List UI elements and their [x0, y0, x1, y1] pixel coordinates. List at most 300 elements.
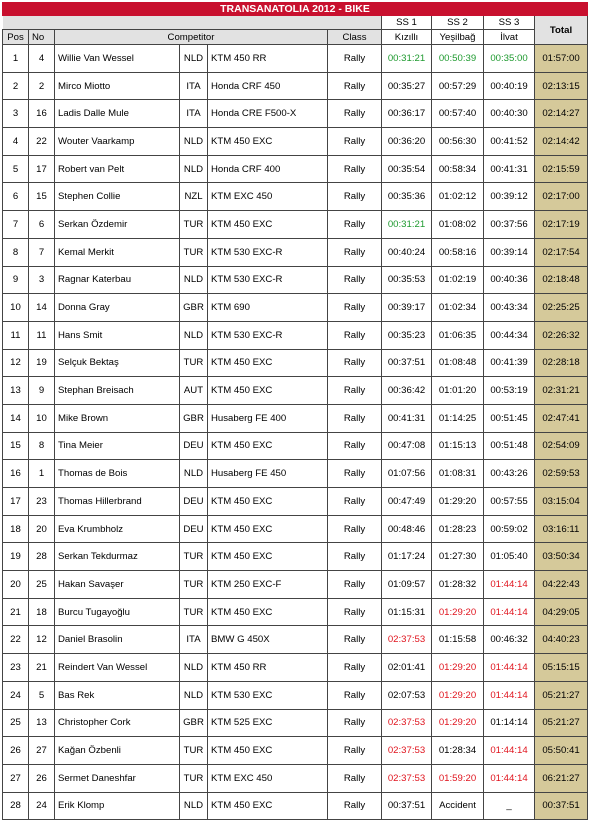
cell-bike: KTM 450 EXC: [208, 128, 328, 156]
cell-nationality: NLD: [180, 155, 208, 183]
cell-class: Rally: [328, 72, 382, 100]
cell-pos: 19: [3, 543, 29, 571]
table-row: [3, 543, 588, 571]
cell-no: 17: [29, 155, 55, 183]
results-table: [2, 2, 588, 820]
cell-pos: 18: [3, 515, 29, 543]
table-row: [3, 155, 588, 183]
table-row: [3, 571, 588, 599]
cell-pos: 13: [3, 377, 29, 405]
cell-bike: KTM EXC 450: [208, 764, 328, 792]
cell-total-time: 06:21:27: [535, 764, 588, 792]
cell-pos: 7: [3, 211, 29, 239]
cell-no: 18: [29, 598, 55, 626]
cell-ss1-time: 00:37:51: [382, 792, 432, 820]
cell-class: Rally: [328, 764, 382, 792]
cell-ss2-time: 01:29:20: [432, 488, 484, 516]
cell-class: Rally: [328, 266, 382, 294]
cell-class: Rally: [328, 432, 382, 460]
cell-ss3-time: 00:41:52: [484, 128, 535, 156]
table-row: [3, 238, 588, 266]
cell-nationality: NLD: [180, 654, 208, 682]
cell-no: 8: [29, 432, 55, 460]
cell-ss2-time: 00:57:40: [432, 100, 484, 128]
cell-class: Rally: [328, 654, 382, 682]
cell-class: Rally: [328, 404, 382, 432]
cell-nationality: ITA: [180, 626, 208, 654]
cell-nationality: TUR: [180, 349, 208, 377]
cell-total-time: 02:59:53: [535, 460, 588, 488]
table-row: [3, 792, 588, 820]
table-row: [3, 488, 588, 516]
cell-competitor-name: Tina Meier: [55, 432, 180, 460]
cell-ss1-time: 00:31:21: [382, 45, 432, 73]
cell-total-time: 03:50:34: [535, 543, 588, 571]
cell-no: 13: [29, 709, 55, 737]
cell-ss3-time: 01:44:14: [484, 681, 535, 709]
table-row: [3, 515, 588, 543]
cell-nationality: TUR: [180, 211, 208, 239]
cell-bike: KTM 450 EXC: [208, 349, 328, 377]
cell-competitor-name: Kağan Özbenli: [55, 737, 180, 765]
cell-total-time: 02:54:09: [535, 432, 588, 460]
cell-class: Rally: [328, 155, 382, 183]
cell-pos: 26: [3, 737, 29, 765]
cell-nationality: AUT: [180, 377, 208, 405]
header-row-top: [3, 16, 588, 30]
table-row: [3, 404, 588, 432]
cell-ss1-time: 02:37:53: [382, 626, 432, 654]
cell-pos: 9: [3, 266, 29, 294]
cell-no: 20: [29, 515, 55, 543]
cell-ss2-time: 01:28:34: [432, 737, 484, 765]
cell-ss1-time: 00:41:31: [382, 404, 432, 432]
cell-no: 15: [29, 183, 55, 211]
cell-ss1-time: 00:35:27: [382, 72, 432, 100]
cell-nationality: DEU: [180, 515, 208, 543]
cell-ss2-time: 01:08:31: [432, 460, 484, 488]
cell-ss3-time: 01:44:14: [484, 598, 535, 626]
cell-pos: 17: [3, 488, 29, 516]
cell-pos: 16: [3, 460, 29, 488]
header-total: Total: [535, 16, 588, 45]
cell-no: 4: [29, 45, 55, 73]
cell-bike: KTM 450 EXC: [208, 432, 328, 460]
cell-competitor-name: Ragnar Katerbau: [55, 266, 180, 294]
header-ss3-top: SS 3: [484, 16, 535, 30]
cell-no: 1: [29, 460, 55, 488]
cell-ss3-time: 01:44:14: [484, 764, 535, 792]
cell-pos: 2: [3, 72, 29, 100]
cell-ss2-time: 01:27:30: [432, 543, 484, 571]
header-competitor: Competitor: [55, 30, 328, 45]
cell-nationality: NLD: [180, 45, 208, 73]
cell-ss1-time: 00:40:24: [382, 238, 432, 266]
table-row: [3, 737, 588, 765]
cell-no: 23: [29, 488, 55, 516]
cell-bike: Honda CRE F500-X: [208, 100, 328, 128]
cell-ss1-time: 02:01:41: [382, 654, 432, 682]
cell-competitor-name: Mirco Miotto: [55, 72, 180, 100]
cell-bike: KTM 530 EXC: [208, 681, 328, 709]
cell-total-time: 05:21:27: [535, 681, 588, 709]
cell-nationality: NLD: [180, 266, 208, 294]
cell-total-time: 01:57:00: [535, 45, 588, 73]
cell-total-time: 02:15:59: [535, 155, 588, 183]
cell-class: Rally: [328, 349, 382, 377]
cell-total-time: 04:40:23: [535, 626, 588, 654]
cell-nationality: GBR: [180, 294, 208, 322]
cell-class: Rally: [328, 377, 382, 405]
cell-pos: 5: [3, 155, 29, 183]
cell-total-time: 02:31:21: [535, 377, 588, 405]
cell-total-time: 02:28:18: [535, 349, 588, 377]
cell-ss3-time: 00:39:14: [484, 238, 535, 266]
cell-nationality: GBR: [180, 404, 208, 432]
cell-total-time: 05:50:41: [535, 737, 588, 765]
cell-competitor-name: Hakan Savaşer: [55, 571, 180, 599]
cell-competitor-name: Kemal Merkit: [55, 238, 180, 266]
cell-ss1-time: 01:07:56: [382, 460, 432, 488]
cell-ss1-time: 00:37:51: [382, 349, 432, 377]
cell-competitor-name: Selçuk Bektaş: [55, 349, 180, 377]
cell-nationality: ITA: [180, 72, 208, 100]
cell-class: Rally: [328, 626, 382, 654]
table-row: [3, 211, 588, 239]
header-blank-competitor: [55, 16, 328, 30]
cell-pos: 3: [3, 100, 29, 128]
cell-ss2-time: 01:59:20: [432, 764, 484, 792]
cell-total-time: 04:29:05: [535, 598, 588, 626]
cell-competitor-name: Mike Brown: [55, 404, 180, 432]
cell-ss3-time: 00:40:19: [484, 72, 535, 100]
cell-ss3-time: 00:43:34: [484, 294, 535, 322]
cell-bike: Husaberg FE 450: [208, 460, 328, 488]
cell-ss1-time: 02:37:53: [382, 764, 432, 792]
cell-bike: KTM 450 EXC: [208, 543, 328, 571]
cell-competitor-name: Robert van Pelt: [55, 155, 180, 183]
cell-competitor-name: Donna Gray: [55, 294, 180, 322]
table-row: [3, 681, 588, 709]
cell-nationality: TUR: [180, 571, 208, 599]
cell-ss1-time: 00:35:23: [382, 321, 432, 349]
table-row: [3, 266, 588, 294]
cell-total-time: 02:26:32: [535, 321, 588, 349]
cell-competitor-name: Reindert Van Wessel: [55, 654, 180, 682]
cell-ss2-time: 01:15:58: [432, 626, 484, 654]
cell-ss3-time: 00:37:56: [484, 211, 535, 239]
cell-bike: Husaberg FE 400: [208, 404, 328, 432]
cell-bike: KTM 450 EXC: [208, 515, 328, 543]
cell-pos: 4: [3, 128, 29, 156]
cell-nationality: TUR: [180, 737, 208, 765]
cell-pos: 12: [3, 349, 29, 377]
cell-pos: 22: [3, 626, 29, 654]
cell-pos: 8: [3, 238, 29, 266]
cell-ss3-time: 00:40:36: [484, 266, 535, 294]
cell-competitor-name: Christopher Cork: [55, 709, 180, 737]
cell-ss3-time: 01:44:14: [484, 737, 535, 765]
cell-no: 7: [29, 238, 55, 266]
cell-total-time: 02:47:41: [535, 404, 588, 432]
cell-ss1-time: 00:47:49: [382, 488, 432, 516]
cell-class: Rally: [328, 100, 382, 128]
cell-competitor-name: Ladis Dalle Mule: [55, 100, 180, 128]
cell-ss2-time: 00:56:30: [432, 128, 484, 156]
cell-ss2-time: 01:28:32: [432, 571, 484, 599]
cell-nationality: DEU: [180, 432, 208, 460]
table-row: [3, 72, 588, 100]
cell-nationality: TUR: [180, 543, 208, 571]
cell-ss3-time: 00:46:32: [484, 626, 535, 654]
cell-nationality: NZL: [180, 183, 208, 211]
cell-ss2-time: Accident: [432, 792, 484, 820]
cell-competitor-name: Erik Klomp: [55, 792, 180, 820]
cell-ss3-time: 00:41:31: [484, 155, 535, 183]
table-row: [3, 128, 588, 156]
cell-ss1-time: 00:35:54: [382, 155, 432, 183]
cell-ss3-time: 00:40:30: [484, 100, 535, 128]
cell-competitor-name: Eva Krumbholz: [55, 515, 180, 543]
cell-total-time: 05:21:27: [535, 709, 588, 737]
cell-ss2-time: 01:02:19: [432, 266, 484, 294]
cell-no: 3: [29, 266, 55, 294]
header-ss1-top: SS 1: [382, 16, 432, 30]
cell-no: 21: [29, 654, 55, 682]
cell-ss1-time: 01:09:57: [382, 571, 432, 599]
cell-class: Rally: [328, 45, 382, 73]
cell-no: 6: [29, 211, 55, 239]
cell-ss1-time: 00:47:08: [382, 432, 432, 460]
cell-ss3-time: 01:44:14: [484, 571, 535, 599]
header-blank-pos: [3, 16, 29, 30]
cell-ss1-time: 02:37:53: [382, 709, 432, 737]
cell-class: Rally: [328, 681, 382, 709]
table-row: [3, 460, 588, 488]
cell-ss3-time: 00:44:34: [484, 321, 535, 349]
cell-ss1-time: 00:48:46: [382, 515, 432, 543]
cell-competitor-name: Thomas de Bois: [55, 460, 180, 488]
cell-class: Rally: [328, 321, 382, 349]
cell-class: Rally: [328, 598, 382, 626]
cell-class: Rally: [328, 183, 382, 211]
cell-ss2-time: 01:28:23: [432, 515, 484, 543]
cell-no: 16: [29, 100, 55, 128]
cell-total-time: 03:15:04: [535, 488, 588, 516]
table-row: [3, 294, 588, 322]
cell-bike: KTM 450 EXC: [208, 377, 328, 405]
table-row: [3, 654, 588, 682]
cell-ss1-time: 02:37:53: [382, 737, 432, 765]
cell-ss2-time: 01:02:12: [432, 183, 484, 211]
cell-ss2-time: 00:57:29: [432, 72, 484, 100]
cell-competitor-name: Sermet Daneshfar: [55, 764, 180, 792]
cell-nationality: NLD: [180, 792, 208, 820]
cell-competitor-name: Burcu Tugayoğlu: [55, 598, 180, 626]
cell-class: Rally: [328, 515, 382, 543]
cell-class: Rally: [328, 460, 382, 488]
cell-ss3-time: 00:51:48: [484, 432, 535, 460]
cell-nationality: NLD: [180, 128, 208, 156]
cell-no: 24: [29, 792, 55, 820]
table-row: [3, 598, 588, 626]
table-row: [3, 432, 588, 460]
cell-pos: 24: [3, 681, 29, 709]
cell-no: 22: [29, 128, 55, 156]
cell-pos: 23: [3, 654, 29, 682]
cell-total-time: 02:14:27: [535, 100, 588, 128]
cell-competitor-name: Serkan Özdemir: [55, 211, 180, 239]
cell-no: 25: [29, 571, 55, 599]
cell-competitor-name: Thomas Hillerbrand: [55, 488, 180, 516]
cell-ss2-time: 01:29:20: [432, 654, 484, 682]
cell-ss3-time: 01:44:14: [484, 654, 535, 682]
cell-total-time: 04:22:43: [535, 571, 588, 599]
cell-ss2-time: 01:29:20: [432, 598, 484, 626]
header-ss3-bottom: İlvat: [484, 30, 535, 45]
cell-total-time: 05:15:15: [535, 654, 588, 682]
cell-competitor-name: Stephen Collie: [55, 183, 180, 211]
cell-ss2-time: 01:08:02: [432, 211, 484, 239]
cell-ss1-time: 00:36:17: [382, 100, 432, 128]
cell-ss3-time: 00:59:02: [484, 515, 535, 543]
cell-competitor-name: Hans Smit: [55, 321, 180, 349]
cell-no: 26: [29, 764, 55, 792]
cell-no: 12: [29, 626, 55, 654]
cell-total-time: 02:25:25: [535, 294, 588, 322]
cell-ss2-time: 00:58:16: [432, 238, 484, 266]
cell-bike: Honda CRF 400: [208, 155, 328, 183]
cell-nationality: TUR: [180, 764, 208, 792]
cell-total-time: 00:37:51: [535, 792, 588, 820]
cell-ss2-time: 01:14:25: [432, 404, 484, 432]
cell-nationality: TUR: [180, 238, 208, 266]
header-class: Class: [328, 30, 382, 45]
cell-bike: KTM 450 EXC: [208, 792, 328, 820]
cell-total-time: 02:14:42: [535, 128, 588, 156]
cell-pos: 27: [3, 764, 29, 792]
cell-ss3-time: 00:43:26: [484, 460, 535, 488]
cell-bike: KTM 450 RR: [208, 654, 328, 682]
cell-ss3-time: 00:41:39: [484, 349, 535, 377]
cell-competitor-name: Bas Rek: [55, 681, 180, 709]
cell-total-time: 02:17:54: [535, 238, 588, 266]
cell-ss3-time: 00:57:55: [484, 488, 535, 516]
sheet-title: TRANSANATOLIA 2012 - BIKE: [3, 3, 588, 16]
cell-competitor-name: Stephan Breisach: [55, 377, 180, 405]
cell-no: 28: [29, 543, 55, 571]
cell-class: Rally: [328, 792, 382, 820]
cell-ss2-time: 01:02:34: [432, 294, 484, 322]
cell-no: 14: [29, 294, 55, 322]
header-ss2-top: SS 2: [432, 16, 484, 30]
cell-class: Rally: [328, 543, 382, 571]
cell-bike: KTM 530 EXC-R: [208, 321, 328, 349]
cell-competitor-name: Daniel Brasolin: [55, 626, 180, 654]
table-row: [3, 321, 588, 349]
title-row: [3, 3, 588, 16]
header-no: No: [29, 30, 55, 45]
header-pos: Pos: [3, 30, 29, 45]
cell-total-time: 03:16:11: [535, 515, 588, 543]
cell-bike: KTM 530 EXC-R: [208, 266, 328, 294]
table-row: [3, 764, 588, 792]
header-blank-class: [328, 16, 382, 30]
cell-pos: 28: [3, 792, 29, 820]
cell-class: Rally: [328, 737, 382, 765]
cell-class: Rally: [328, 294, 382, 322]
cell-bike: KTM 690: [208, 294, 328, 322]
cell-pos: 25: [3, 709, 29, 737]
cell-pos: 10: [3, 294, 29, 322]
cell-ss1-time: 01:15:31: [382, 598, 432, 626]
cell-ss2-time: 01:06:35: [432, 321, 484, 349]
cell-ss3-time: 00:53:19: [484, 377, 535, 405]
cell-nationality: NLD: [180, 460, 208, 488]
cell-ss1-time: 00:39:17: [382, 294, 432, 322]
cell-bike: KTM 525 EXC: [208, 709, 328, 737]
cell-no: 27: [29, 737, 55, 765]
cell-class: Rally: [328, 571, 382, 599]
cell-ss1-time: 00:31:21: [382, 211, 432, 239]
cell-bike: KTM 450 EXC: [208, 598, 328, 626]
cell-ss3-time: _: [484, 792, 535, 820]
cell-total-time: 02:18:48: [535, 266, 588, 294]
table-row: [3, 100, 588, 128]
cell-pos: 14: [3, 404, 29, 432]
cell-competitor-name: Wouter Vaarkamp: [55, 128, 180, 156]
cell-total-time: 02:17:00: [535, 183, 588, 211]
cell-ss2-time: 01:15:13: [432, 432, 484, 460]
cell-no: 9: [29, 377, 55, 405]
cell-nationality: NLD: [180, 321, 208, 349]
table-row: [3, 377, 588, 405]
cell-nationality: NLD: [180, 681, 208, 709]
cell-ss3-time: 01:05:40: [484, 543, 535, 571]
cell-ss2-time: 01:01:20: [432, 377, 484, 405]
cell-bike: KTM EXC 450: [208, 183, 328, 211]
cell-bike: KTM 250 EXC-F: [208, 571, 328, 599]
cell-ss1-time: 00:35:53: [382, 266, 432, 294]
results-table-body: [3, 3, 588, 820]
cell-ss2-time: 01:29:20: [432, 681, 484, 709]
cell-ss3-time: 01:14:14: [484, 709, 535, 737]
cell-ss1-time: 00:36:42: [382, 377, 432, 405]
cell-class: Rally: [328, 238, 382, 266]
cell-bike: Honda CRF 450: [208, 72, 328, 100]
cell-bike: KTM 450 EXC: [208, 211, 328, 239]
cell-ss1-time: 01:17:24: [382, 543, 432, 571]
cell-ss2-time: 00:58:34: [432, 155, 484, 183]
cell-competitor-name: Serkan Tekdurmaz: [55, 543, 180, 571]
cell-ss2-time: 01:29:20: [432, 709, 484, 737]
cell-no: 11: [29, 321, 55, 349]
cell-pos: 11: [3, 321, 29, 349]
cell-total-time: 02:13:15: [535, 72, 588, 100]
cell-pos: 1: [3, 45, 29, 73]
cell-bike: KTM 530 EXC-R: [208, 238, 328, 266]
cell-ss3-time: 00:39:12: [484, 183, 535, 211]
cell-pos: 15: [3, 432, 29, 460]
cell-ss1-time: 02:07:53: [382, 681, 432, 709]
cell-ss3-time: 00:51:45: [484, 404, 535, 432]
header-row-bottom: [3, 30, 588, 45]
table-row: [3, 709, 588, 737]
cell-competitor-name: Willie Van Wessel: [55, 45, 180, 73]
cell-no: 5: [29, 681, 55, 709]
cell-no: 19: [29, 349, 55, 377]
cell-class: Rally: [328, 709, 382, 737]
